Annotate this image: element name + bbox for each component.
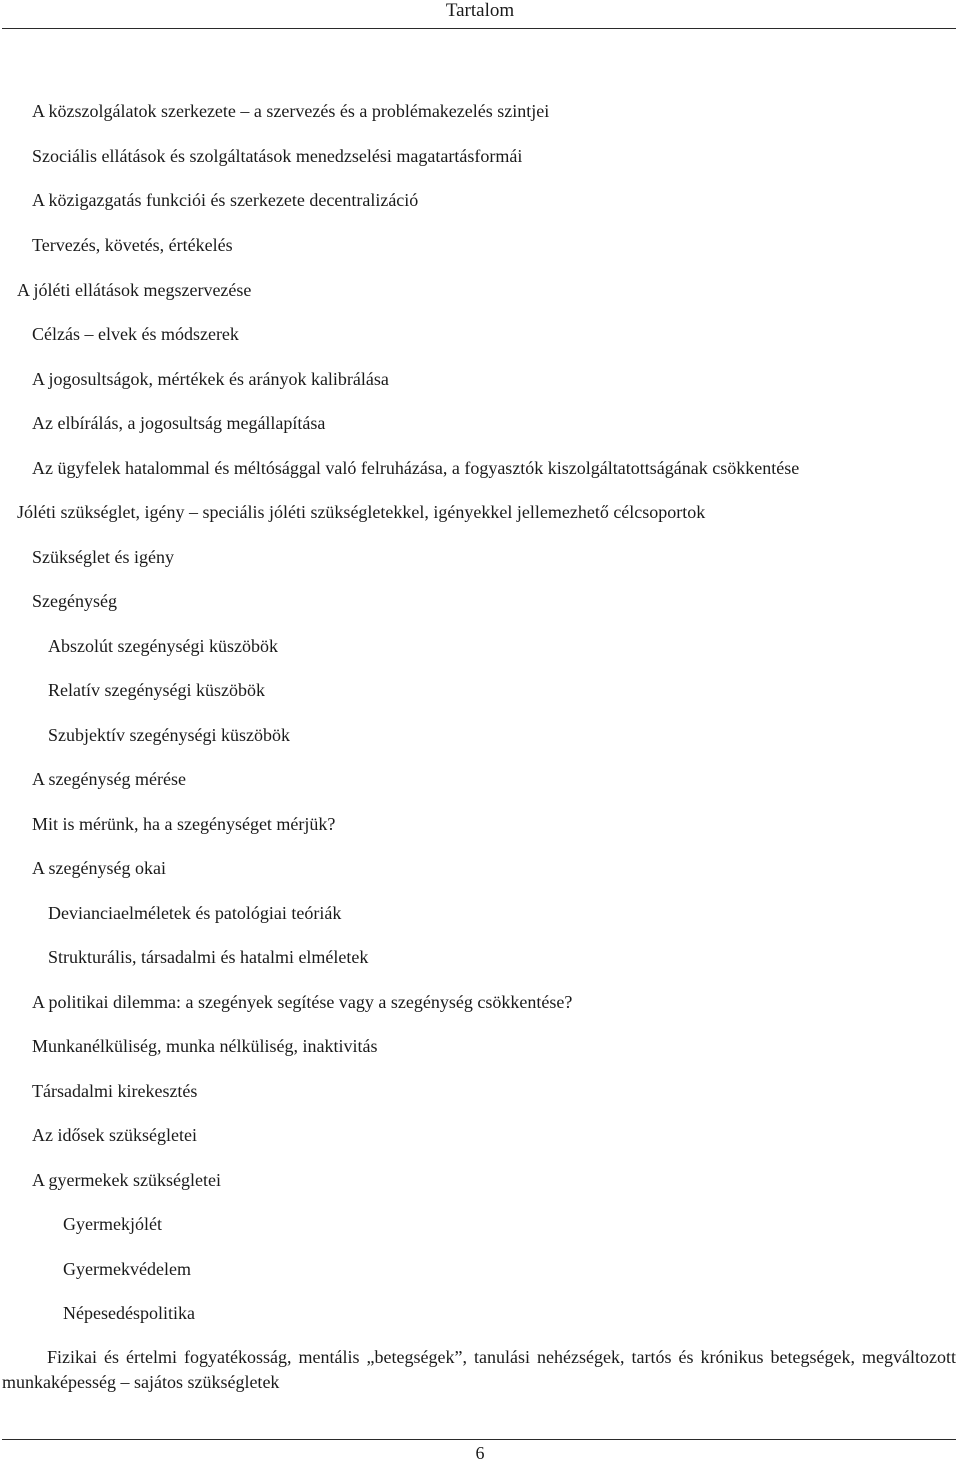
toc-item: Mit is mérünk, ha a szegénységet mérjük?	[32, 814, 336, 834]
toc-item: A politikai dilemma: a szegények segítése vagy a szegénység csökkentése?	[32, 992, 573, 1012]
toc-item: A gyermekek szükségletei	[32, 1170, 221, 1190]
toc-item: Szükséglet és igény	[32, 547, 174, 567]
toc-item: Tervezés, követés, értékelés	[32, 235, 233, 255]
toc-item: Az idősek szükségletei	[32, 1125, 197, 1145]
toc-item-multiline: Fizikai és értelmi fogyatékosság, mentális „betegségek”, tanulási nehézségek, tartós és krónikus betegségek, megváltozott munkaképesség – sajátos szükségletek	[2, 1347, 956, 1392]
toc-item: Szociális ellátások és szolgáltatások menedzselési magatartásformái	[32, 146, 523, 166]
toc-item: Abszolút szegénységi küszöbök	[48, 636, 278, 656]
toc-item: Devianciaelméletek és patológiai teóriák	[48, 903, 342, 923]
toc-item: Az ügyfelek hatalommal és méltósággal való felruházása, a fogyasztók kiszolgáltatottságának csökkentése	[32, 458, 800, 478]
page-header-title: Tartalom	[445, 0, 515, 21]
toc-item: Strukturális, társadalmi és hatalmi elméletek	[48, 947, 369, 967]
toc-item: A szegénység okai	[32, 858, 166, 878]
toc-item: A közigazgatás funkciói és szerkezete decentralizáció	[32, 190, 419, 210]
toc-item: A jogosultságok, mértékek és arányok kalibrálása	[32, 369, 389, 389]
toc-item: A jóléti ellátások megszervezése	[17, 280, 252, 300]
header-divider	[2, 28, 956, 29]
page-number: 6	[475, 1443, 485, 1463]
toc-item: Jóléti szükséglet, igény – speciális jóléti szükségletekkel, igényekkel jellemezhető célcsoportok	[17, 502, 706, 522]
toc-item: Szegénység	[32, 591, 117, 611]
toc-item: Társadalmi kirekesztés	[32, 1081, 198, 1101]
toc-item: Gyermekjólét	[63, 1214, 162, 1234]
toc-item: Célzás – elvek és módszerek	[32, 324, 239, 344]
toc-item: A közszolgálatok szerkezete – a szervezés és a problémakezelés szintjei	[32, 101, 550, 121]
toc-item: A szegénység mérése	[32, 769, 186, 789]
toc-item: Népesedéspolitika	[63, 1303, 195, 1323]
toc-item: Munkanélküliség, munka nélküliség, inaktivitás	[32, 1036, 378, 1056]
footer-divider	[2, 1439, 956, 1440]
toc-item: Az elbírálás, a jogosultság megállapítása	[32, 413, 326, 433]
toc-item: Gyermekvédelem	[63, 1259, 191, 1279]
toc-item: Szubjektív szegénységi küszöbök	[48, 725, 290, 745]
toc-item: Relatív szegénységi küszöbök	[48, 680, 265, 700]
